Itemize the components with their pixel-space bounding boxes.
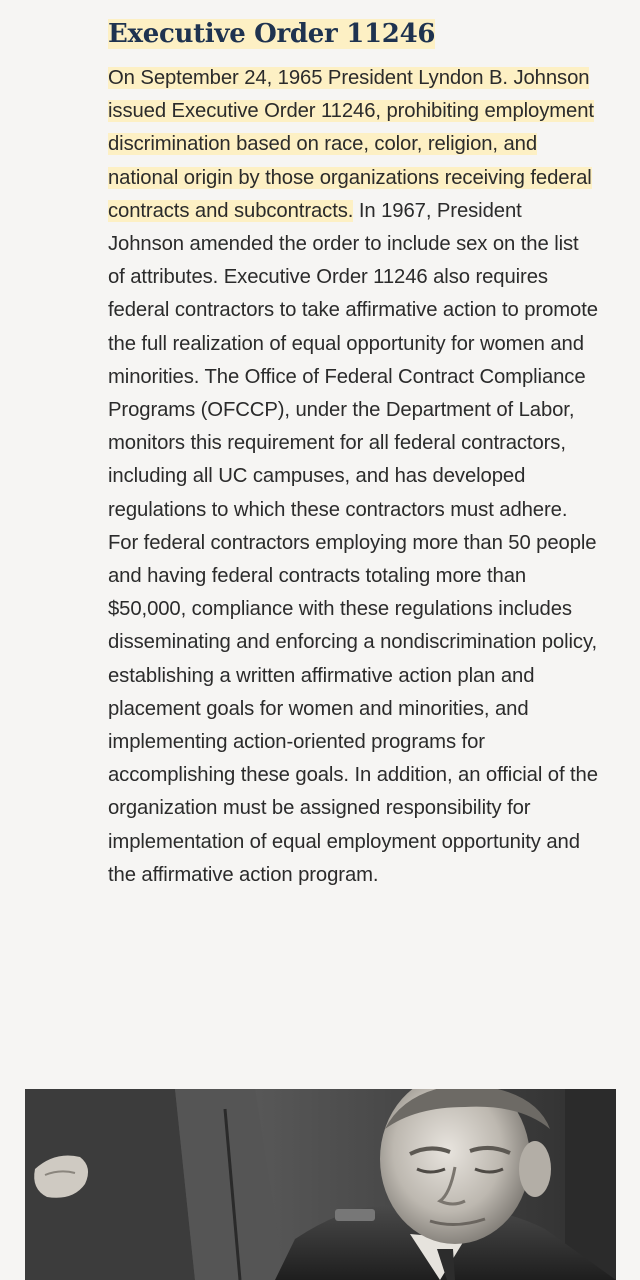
article-title bbox=[108, 14, 598, 54]
article bbox=[108, 14, 598, 892]
body-passage: In 1967, President Johnson amended the order to include sex on the list of attributes. Executive Order 11246 also requires federal contractors to take affirmative action to promote the full realization of equal opportunity for women and minorities. The Office of Federal Contract Compliance Programs (OFCCP), under the Department of Labor, monitors this requirement for all federal contractors, including all UC campuses, and has developed regulations to which these contractors must adhere. For federal contractors employing more than 50 people and having federal contracts totaling more than $50,000, compliance with these regulations includes disseminating and enforcing a nondiscrimination policy, establishing a written affirmative action plan and placement goals for women and minorities, and implementing action-oriented programs for accomplishing these goals. In addition, an official of the organization must be assigned responsibility for implementation of equal employment opportunity and the affirmative action program. bbox=[108, 199, 598, 886]
title-highlight: Executive Order 11246 bbox=[108, 19, 436, 49]
historical-photo bbox=[25, 1089, 616, 1280]
black-and-white-photo-icon bbox=[25, 1089, 616, 1280]
highlighted-passage: On September 24, 1965 President Lyndon B. Johnson issued Executive Order 11246, prohibiting employment discrimination based on race, color, religion, and national origin by those organizations receiving federal contracts and subcontracts. bbox=[108, 67, 594, 222]
article-body bbox=[108, 62, 598, 892]
